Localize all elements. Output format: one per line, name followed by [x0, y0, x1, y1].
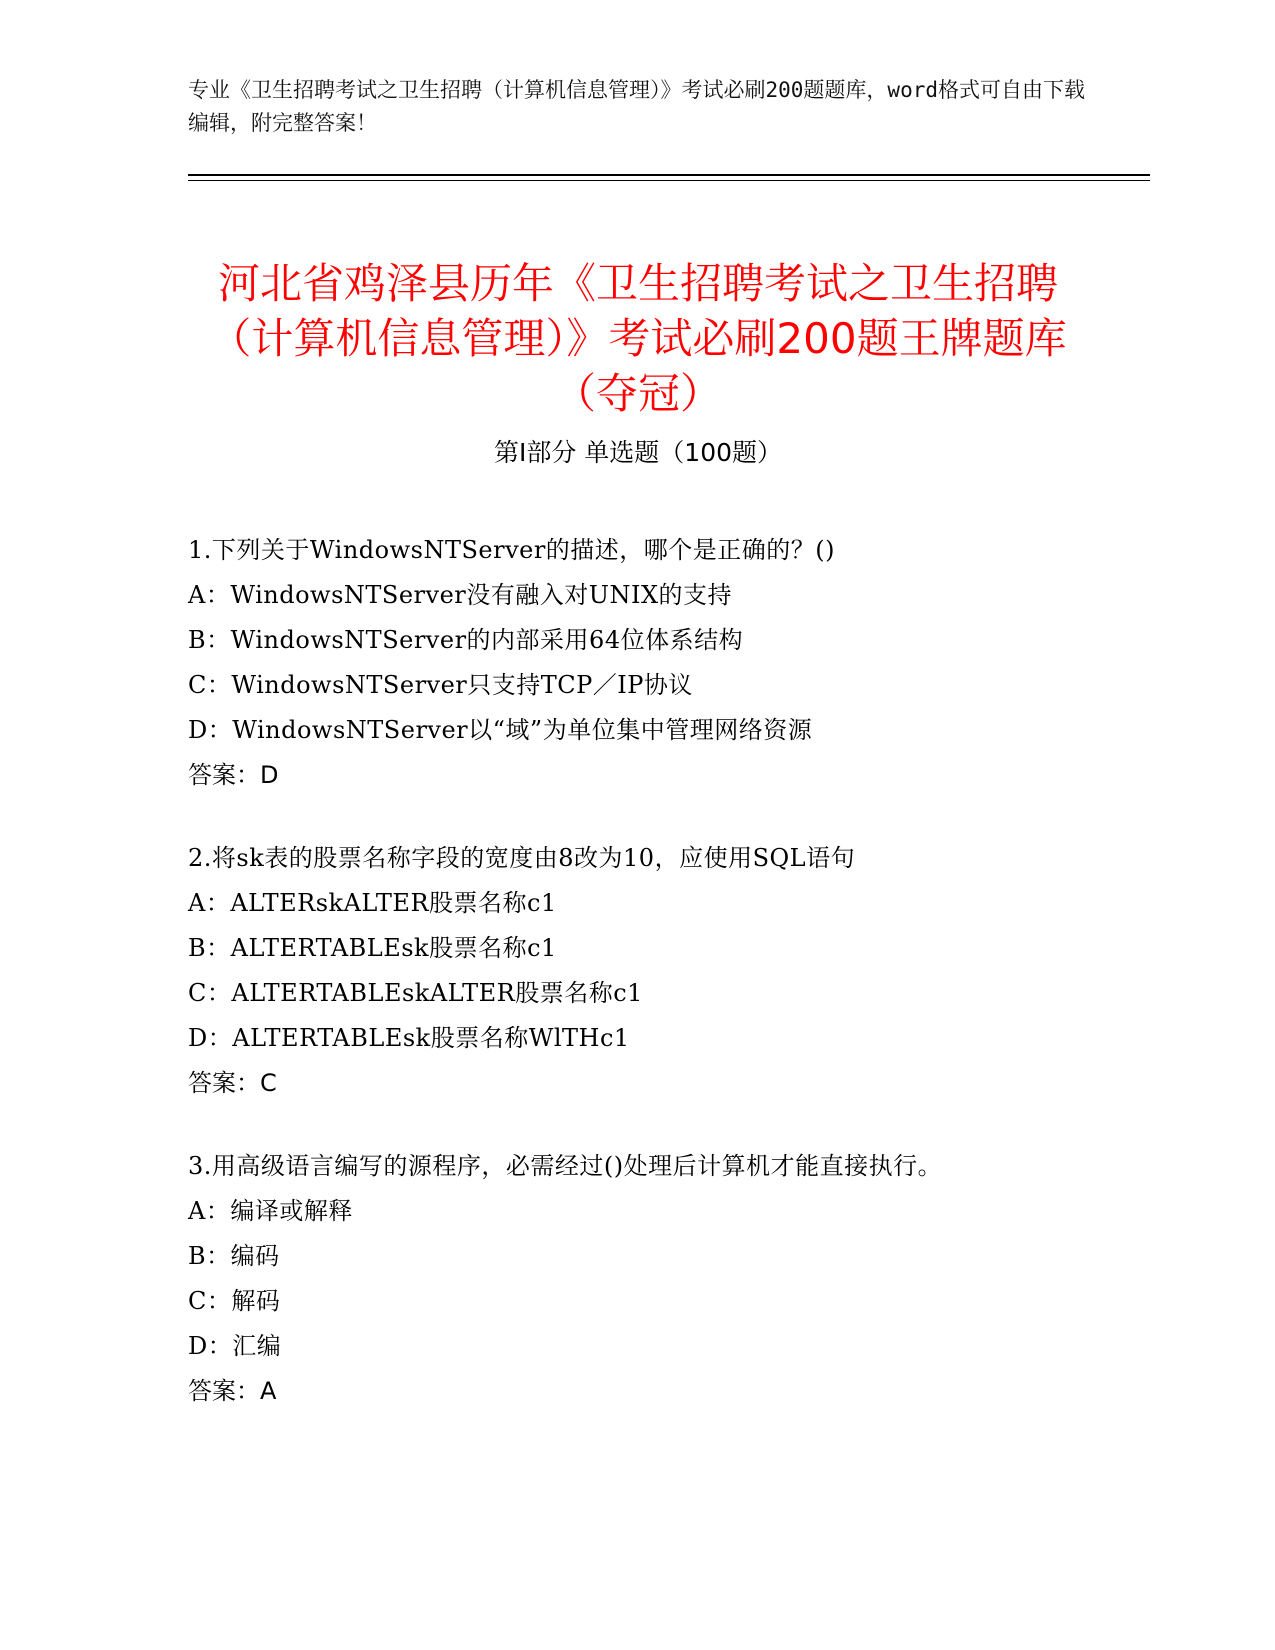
- option-d: D：WindowsNTServer以“域”为单位集中管理网络资源: [188, 716, 813, 744]
- answer-line: 答案：A: [188, 1377, 277, 1405]
- section-title: 第Ⅰ部分 单选题（100题）: [493, 438, 783, 467]
- option-c: C：WindowsNTServer只支持TCP／IP协议: [188, 671, 693, 699]
- question-stem: 2.将sk表的股票名称字段的宽度由8改为10，应使用SQL语句: [188, 844, 856, 872]
- option-d: D：ALTERTABLEsk股票名称WlTHc1: [188, 1024, 630, 1052]
- answer-line: 答案：D: [188, 761, 279, 789]
- header-note: 专业《卫生招聘考试之卫生招聘（计算机信息管理）》考试必刷200题题库，word格式可自由下载编辑，附完整答案！: [188, 78, 1085, 135]
- question-list: [188, 528, 1088, 1452]
- question-1: [188, 528, 1088, 798]
- option-a: A：编译或解释: [188, 1197, 353, 1225]
- document-title: 河北省鸡泽县历年《卫生招聘考试之卫生招聘（计算机信息管理）》考试必刷200题王牌题库（夺冠）: [209, 259, 1067, 419]
- question-stem: 3.用高级语言编写的源程序，必需经过()处理后计算机才能直接执行。: [188, 1152, 943, 1180]
- question-2: [188, 836, 1088, 1106]
- header-rule-thin: [188, 180, 1150, 181]
- option-b: B：编码: [188, 1242, 280, 1270]
- option-d: D：汇编: [188, 1332, 282, 1360]
- answer-line: 答案：C: [188, 1069, 277, 1097]
- option-b: B：WindowsNTServer的内部采用64位体系结构: [188, 626, 744, 654]
- option-c: C：解码: [188, 1287, 281, 1315]
- option-b: B：ALTERTABLEsk股票名称c1: [188, 934, 557, 962]
- question-stem: 1.下列关于WindowsNTServer的描述，哪个是正确的？(): [188, 536, 836, 564]
- option-a: A：ALTERskALTER股票名称c1: [188, 889, 557, 917]
- option-c: C：ALTERTABLEskALTER股票名称c1: [188, 979, 643, 1007]
- option-a: A：WindowsNTServer没有融入对UNIX的支持: [188, 581, 733, 609]
- question-3: [188, 1144, 1088, 1414]
- header-rule-thick: [188, 174, 1150, 176]
